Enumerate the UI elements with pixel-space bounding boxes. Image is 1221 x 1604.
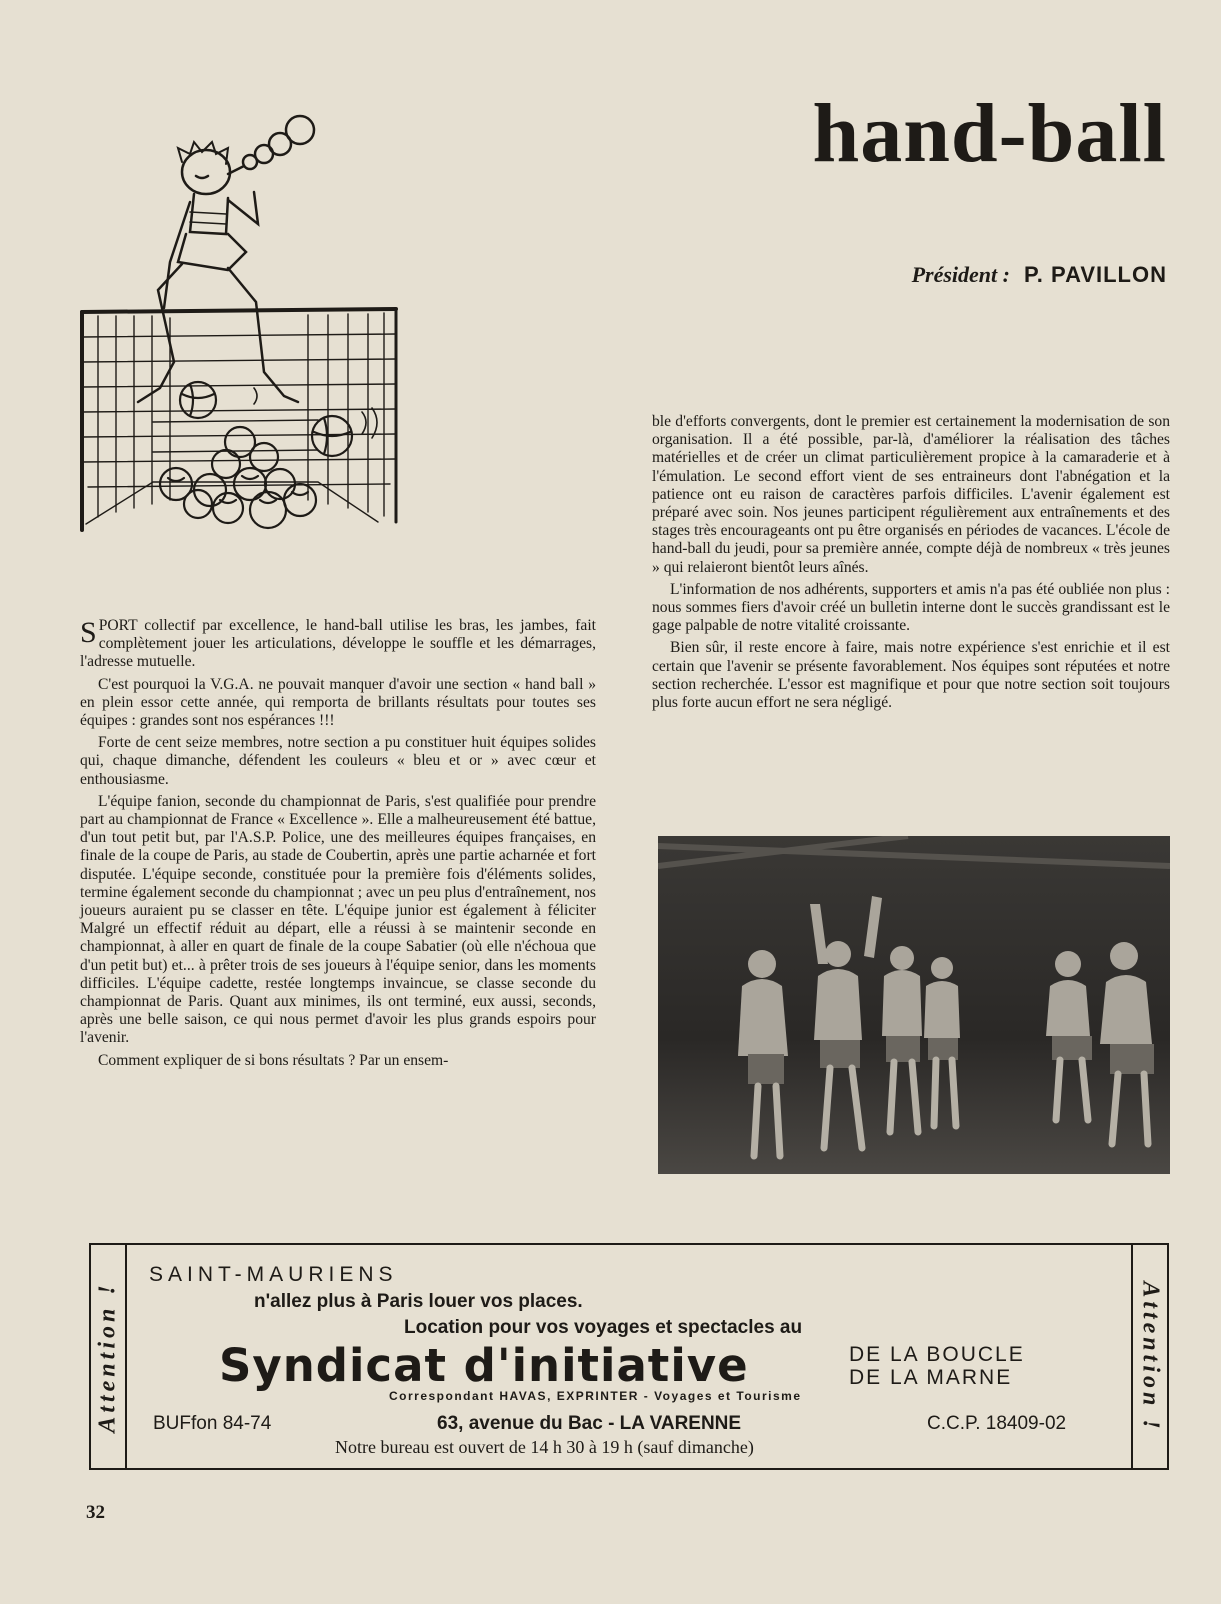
ad-hours: Notre bureau est ouvert de 14 h 30 à 19 h (sauf dimanche)	[335, 1437, 754, 1457]
article-paragraph: ble d'efforts convergents, dont le premier est certainement la modernisation de son organisation. Il a été possible, par-là, d'améliorer la réalisation des tâches matérielles et de créer un climat particulièrement propice à la camaraderie et à l'émulation. Le second effort vient de ses entraineurs dont l'abnégation et la patience ont eu raison de caractères parfois difficiles. L'avenir également est préparé avec soin. Nos jeunes participent régulièrement aux entraînements et des stages très encourageants ont pu être organisés en périodes de vacances. L'école de hand-ball du jeudi, pour sa première année, compte déjà de nombreux « très jeunes » qui relaieront bientôt leurs aînés.	[652, 413, 1170, 576]
article-left-column	[80, 617, 596, 1074]
president-label: Président :	[911, 262, 1010, 287]
attention-right-bar	[1131, 1245, 1169, 1468]
article-paragraph: L'équipe fanion, seconde du championnat de Paris, s'est qualifiée pour prendre part au championnat de France « Excellence ». Elle a malheureusement été battue, d'un tout petit but, par l'A.S.P. Police, une des meilleures équipes françaises, en finale de la coupe de Paris, au stade de Coubertin, après une partie acharnée et fort disputée. L'équipe seconde, constituée pour la première fois d'éléments solides, termine également seconde du championnat ; avec un peu plus d'entraînement, nos joueurs auraient pu se classer en tête. L'équipe junior est également à féliciter Malgré un effectif réduit au départ, elle a réussi à se maintenir seconde en championnat, à aller en quart de finale de la coupe Sabatier (où elle n'échoua que d'un petit but) et... à prêter trois de ses joueurs à l'équipe senior, dans les moments difficiles. L'équipe cadette, restée longtemps invaincue, se classe seconde du championnat de Paris. Quant aux minimes, ils ont terminé, eux aussi, seconds, après une belle saison, ce qui nous permet d'avoir les plus grands espoirs pour l'avenir.	[80, 792, 596, 1047]
handball-cartoon-illustration	[78, 112, 408, 542]
ad-correspondent: Correspondant HAVAS, EXPRINTER - Voyages et Tourisme	[389, 1389, 802, 1403]
page-number: 32	[86, 1502, 105, 1523]
article-right-column	[652, 413, 1170, 716]
page-title: hand-ball	[812, 87, 1167, 180]
drop-cap: S	[80, 616, 97, 649]
ad-address: 63, avenue du Bac - LA VARENNE	[437, 1413, 742, 1434]
advertisement-box	[89, 1243, 1169, 1470]
article-paragraph: C'est pourquoi la V.G.A. ne pouvait manquer d'avoir une section « hand ball » en plein essor cette année, qui remporta de brillants résultats pour toutes ses équipes : grandes sont nos espérances !!!	[80, 675, 596, 730]
article-paragraph: SPORT collectif par excellence, le hand-ball utilise les bras, les jambes, fait complètement jouer les articulations, développe le souffle et les démarrages, l'adresse mutuelle.	[80, 616, 596, 671]
president-line	[912, 262, 1167, 288]
president-name: P. PAVILLON	[1023, 262, 1167, 287]
ad-subline: n'allez plus à Paris louer vos places.	[254, 1291, 583, 1312]
ad-ccp: C.C.P. 18409-02	[927, 1413, 1067, 1434]
team-photo	[658, 836, 1170, 1174]
article-paragraph: Bien sûr, il reste encore à faire, mais notre expérience s'est enrichie et il est certain que l'avenir se présente favorablement. Nos équipes sont réputées et notre section recherchée. L'essor est magnifique et pour que notre section soit toujours plus forte aucun effort ne sera négligé.	[652, 639, 1170, 712]
attention-left-bar	[89, 1245, 127, 1468]
article-paragraph: Forte de cent seize membres, notre section a pu constituer huit équipes solides qui, chaque dimanche, défendent les couleurs « bleu et or » avec cœur et enthousiasme.	[80, 734, 596, 788]
ad-brand-suffix-2: DE LA MARNE	[849, 1366, 1013, 1389]
article-paragraph: Comment expliquer de si bons résultats ? Par un ensem-	[98, 1051, 449, 1069]
article-paragraph: L'information de nos adhérents, supporters et amis n'a pas été oubliée non plus : nous sommes fiers d'avoir créé un bulletin interne dont le succès grandissant est le gage palpable de notre vitalité croissante.	[652, 580, 1170, 635]
attention-right-text: Attention !	[1137, 1280, 1164, 1433]
ad-phone: BUFfon 84-74	[153, 1413, 272, 1434]
ad-brand-suffix-1: DE LA BOUCLE	[849, 1343, 1025, 1366]
ad-headline: SAINT-MAURIENS	[149, 1263, 398, 1286]
ad-offer: Location pour vos voyages et spectacles au	[404, 1317, 803, 1338]
ad-brand-suffix	[849, 1343, 1025, 1389]
ad-brand: Syndicat d'initiative	[219, 1339, 749, 1392]
attention-left-text: Attention !	[94, 1280, 121, 1433]
